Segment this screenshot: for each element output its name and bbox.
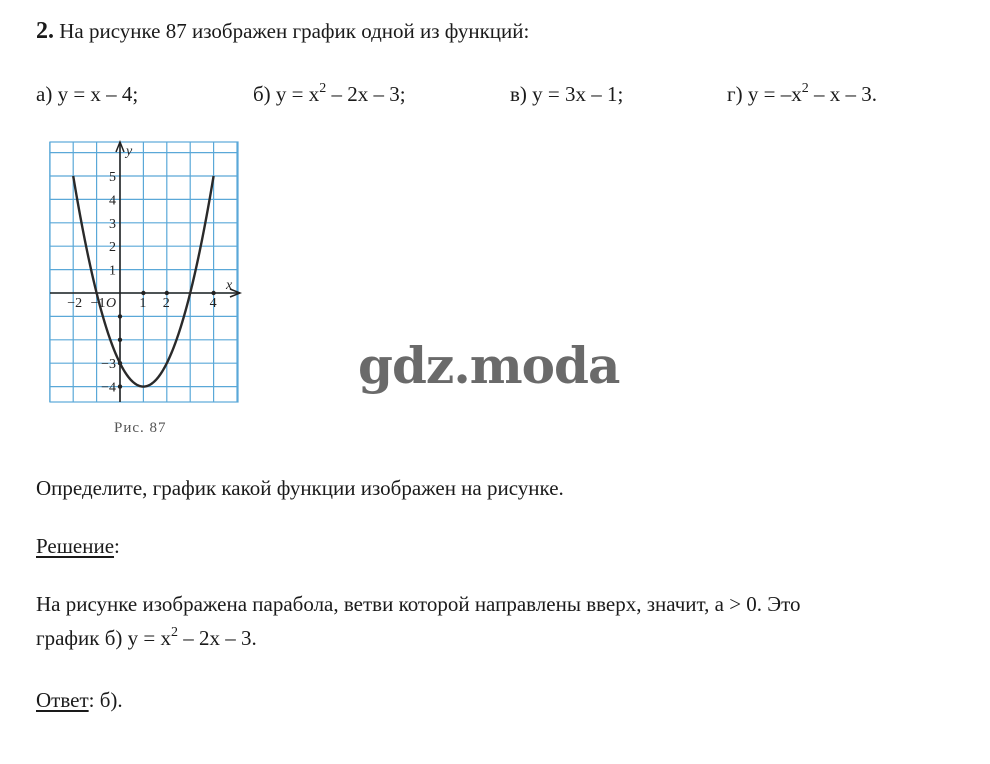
option-g-text: г) y = –x [727,82,802,106]
answer-label: Ответ [36,688,89,712]
x-tick-dot [165,291,169,295]
solution-exponent: 2 [171,625,179,640]
answer [36,688,123,713]
x-tick-label: 4 [209,296,217,311]
x-axis-label: x [226,278,233,293]
y-tick-dot [118,314,122,318]
option-g [727,82,877,107]
y-tick-label: −3 [101,357,116,373]
task-header [36,18,529,45]
x-tick-label: −2 [67,296,83,311]
question: Определите, график какой функции изображен на рисунке. [36,476,564,500]
solution-label: Решение [36,534,115,558]
solution-line-1: На рисунке изображена парабола, ветви которой направлены вверх, значит, a > 0. Это [36,592,801,616]
x-tick-dot [141,291,145,295]
figure-caption: Рис. 87 [114,420,167,436]
y-tick-label: 4 [109,193,116,209]
task-text: На рисунке 87 изображен график одной из функций: [59,19,530,43]
y-tick-label: 3 [109,216,116,232]
option-b-exponent: 2 [319,81,327,96]
option-b-rest: – 2x – 3; [326,82,406,106]
task-number: 2. [36,18,54,44]
option-g-exponent: 2 [801,81,809,96]
watermark: gdz.moda [358,336,620,395]
solution-colon: : [114,534,120,558]
y-tick-label: −4 [101,380,116,396]
option-g-rest: – x – 3. [808,82,877,106]
solution-line-2-text: график б) y = x [36,626,172,650]
solution-line-2-rest: – 2x – 3. [178,626,257,650]
x-tick-label: −1 [90,296,106,311]
option-v-text: в) y = 3x – 1; [510,82,624,106]
x-tick-label: 1 [139,296,147,311]
y-tick-label: 2 [109,240,116,256]
answer-text: : б). [88,688,123,712]
graph-grid [50,142,238,402]
option-v [510,82,623,107]
solution-heading [36,534,120,559]
x-tick-label: 2 [162,296,170,311]
origin-label: O [106,296,117,311]
y-tick-label: 5 [109,170,116,185]
y-tick-dot [118,384,122,388]
solution-line-2 [36,626,257,651]
y-axis-label: y [126,144,133,159]
y-tick-label: 1 [109,263,116,279]
option-a [36,82,138,107]
option-b [253,82,406,107]
x-tick-dot [211,291,215,295]
parabola-graph [48,140,243,408]
y-tick-dot [118,338,122,342]
option-b-text: б) y = x [253,82,320,106]
option-a-text: а) y = x – 4; [36,82,139,106]
